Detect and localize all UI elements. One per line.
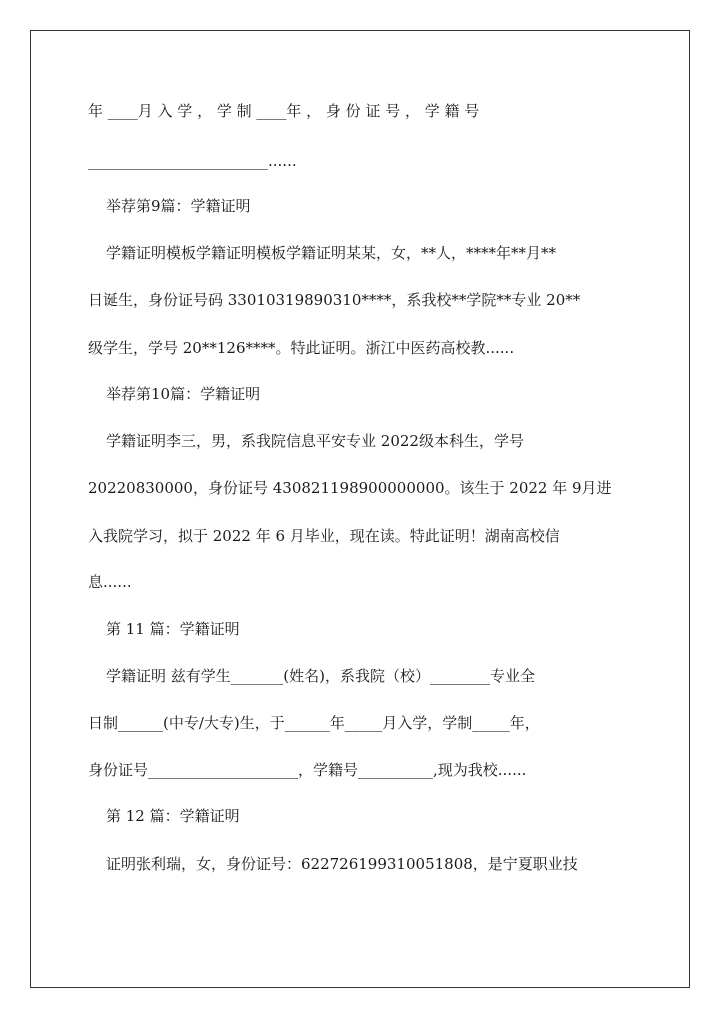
page-border xyxy=(30,30,690,988)
text-line xyxy=(106,853,632,875)
text-line xyxy=(106,430,632,452)
line-content: 息...... xyxy=(88,573,132,591)
section-heading xyxy=(106,195,632,217)
text-line xyxy=(88,477,632,499)
line-content: 学籍证明 兹有学生_______(姓名)，系我院（校）________专业全 xyxy=(106,667,535,685)
heading-text: 第 11 篇：学籍证明 xyxy=(106,620,240,638)
line-content: 证明张利瑞，女，身份证号：622726199310051808，是宁夏职业技 xyxy=(106,855,578,873)
section-heading xyxy=(106,805,632,827)
line-content: 学籍证明模板学籍证明模板学籍证明某某，女，**人，****年**月** xyxy=(106,244,557,262)
text-line xyxy=(106,242,632,264)
text-line xyxy=(88,759,632,781)
text-line xyxy=(106,665,632,687)
line-content: 学籍证明李三，男，系我院信息平安专业 2022级本科生，学号 xyxy=(106,432,524,450)
text-line xyxy=(88,571,632,593)
text-line xyxy=(88,150,632,172)
heading-text: 第 12 篇：学籍证明 xyxy=(106,807,240,825)
section-heading xyxy=(106,618,632,640)
text-line xyxy=(88,712,632,734)
heading-text: 举荐第9篇：学籍证明 xyxy=(106,197,251,215)
text-line xyxy=(88,525,632,547)
line-content: 年 ____月 入 学 ， 学 制 ____年 ， 身 份 证 号 ， 学 籍 号 xyxy=(88,102,480,120)
line-content: 20220830000，身份证号 430821198900000000。该生于 2022 年 9月进 xyxy=(88,479,612,497)
line-content: 日诞生，身份证号码 33010319890310****，系我校**学院**专业 20** xyxy=(88,291,581,309)
line-content: 入我院学习，拟于 2022 年 6 月毕业，现在读。特此证明！湖南高校信 xyxy=(88,527,560,545)
section-heading xyxy=(106,383,632,405)
text-line xyxy=(88,337,632,359)
line-content: 日制______(中专/大专)生，于______年_____月入学，学制_____年， xyxy=(88,714,540,732)
line-content: 身份证号____________________，学籍号__________,现为我校...... xyxy=(88,761,527,779)
text-line xyxy=(88,289,632,311)
line-content: ________________________...... xyxy=(88,152,297,170)
heading-text: 举荐第10篇：学籍证明 xyxy=(106,385,261,403)
text-line xyxy=(88,100,632,122)
line-content: 级学生，学号 20**126****。特此证明。浙江中医药高校教...... xyxy=(88,339,515,357)
